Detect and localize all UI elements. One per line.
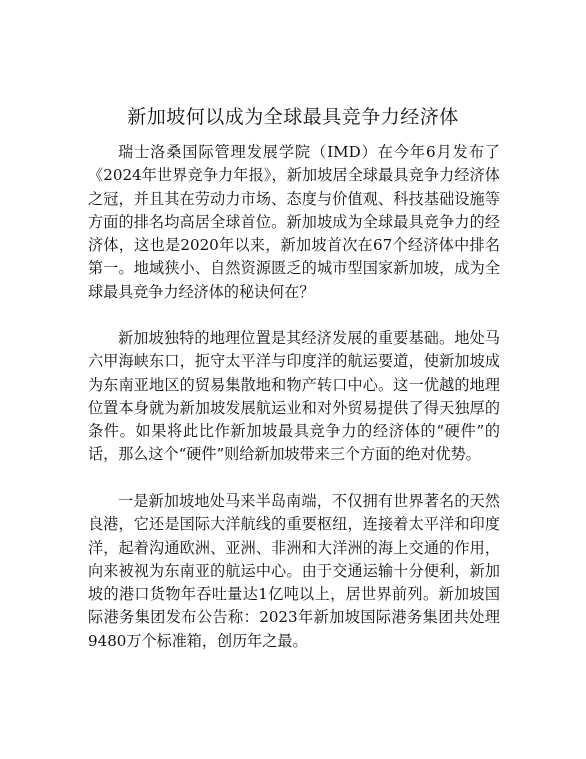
paragraph-2: 新加坡独特的地理位置是其经济发展的重要基础。地处马六甲海峡东口，扼守太平洋与印度洋的航运要道，使新加坡成为东南亚地区的贸易集散地和物产转口中心。这一优越的地理位置本身就为新加坡发展航运业和对外贸易提供了得天独厚的条件。如果将此比作新加坡最具竞争力的经济体的“硬件”的话，那么这个“硬件”则给新加坡带来三个方面的绝对优势。 (88, 329, 500, 464)
article-title: 新加坡何以成为全球最具竞争力经济体 (127, 106, 459, 128)
paragraph-1: 瑞士洛桑国际管理发展学院（IMD）在今年6月发布了《2024年世界竞争力年报》，新加坡居全球最具竞争力经济体之冠，并且其在劳动力市场、态度与价值观、科技基础设施等方面的排名均高居全球首位。新加坡成为全球最具竞争力的经济体，这也是2020年以来，新加坡首次在67个经济体中排名第一。地域狭小、自然资源匮乏的城市型国家新加坡，成为全球最具竞争力经济体的秘诀何在？ (88, 143, 500, 301)
paragraph-3: 一是新加坡地处马来半岛南端，不仅拥有世界著名的天然良港，它还是国际大洋航线的重要枢纽，连接着太平洋和印度洋，起着沟通欧洲、亚洲、非洲和大洋洲的海上交通的作用，向来被视为东南亚的航运中心。由于交通运输十分便利，新加坡的港口货物年吞吐量达1亿吨以上，居世界前列。新加坡国际港务集团发布公告称：2023年新加坡国际港务集团共处理9480万个标准箱，创历年之最。 (88, 492, 500, 650)
